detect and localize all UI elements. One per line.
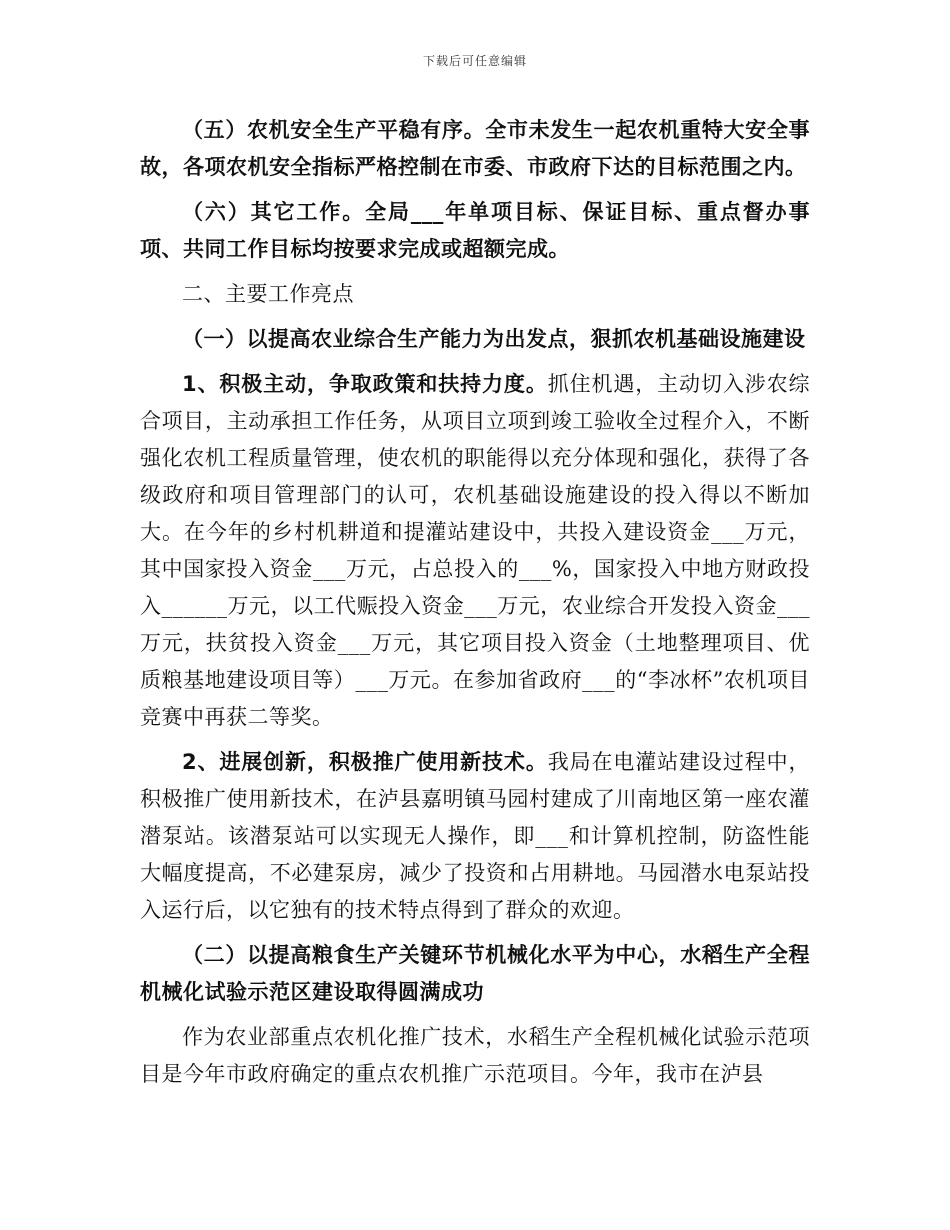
paragraph-body: 抓住机遇，主动切入涉农综合项目，主动承担工作任务，从项目立项到竣工验收全过程介入，不断强化农机工程质量管理，使农机的职能得以充分体现和强化，获得了各级政府和项目管理部门的认可，农机基础设施建设的投入得以不断加大。在今年的乡村机耕道和提灌站建设中，共投入建设资金___万元，其中国家投入资金___万元，占总投入的___%，国家投入中地方财政投入______万元，以工代赈投入资金___万元，农业综合开发投入资金___万元，扶贫投入资金___万元，其它项目投入资金（土地整理项目、优质粮基地建设项目等）___万元。在参加省政府___的“李冰杯”农机项目竞赛中再获二等奖。 [140,372,810,729]
section-heading-highlights: 二、主要工作亮点 [182,282,354,306]
paragraph-body: 我局在电灌站建设过程中，积极推广使用新技术，在泸县嘉明镇马园村建成了川南地区第一座农灌潜泵站。该潜泵站可以实现无人操作，即___和计算机控制，防盗性能大幅度提高，不必建泵房，减少了投资和占用耕地。马园潜水电泵站投入运行后，以它独有的技术特点得到了群众的欢迎。 [140,750,810,922]
subsection-heading-mechanization: （二）以提高粮食生产关键环节机械化水平为中心，水稻生产全程机械化试验示范区建设取得圆满成功 [140,943,810,1004]
paragraph-rice-demo: 作为农业部重点农机化推广技术，水稻生产全程机械化试验示范项目是今年市政府确定的重点农机推广示范项目。今年，我市在泸县 [140,1025,810,1086]
paragraph-policy-support [140,366,810,736]
page-header-note: 下载后可任意编辑 [422,54,527,68]
document-body [140,112,810,1093]
subsection-heading-infrastructure: （一）以提高农业综合生产能力为出发点，狠抓农机基础设施建设 [182,327,806,351]
paragraph-safety: （五）农机安全生产平稳有序。全市未发生一起农机重特大安全事故，各项农机安全指标严格控制在市委、市政府下达的目标范围之内。 [140,118,810,179]
paragraph-other-work: （六）其它工作。全局___年单项目标、保证目标、重点督办事项、共同工作目标均按要求完成或超额完成。 [140,200,810,261]
paragraph-lead: 1、积极主动，争取政策和扶持力度。 [182,372,548,396]
paragraph-new-technology [140,744,810,929]
paragraph-lead: 2、进展创新，积极推广使用新技术。 [182,750,548,774]
